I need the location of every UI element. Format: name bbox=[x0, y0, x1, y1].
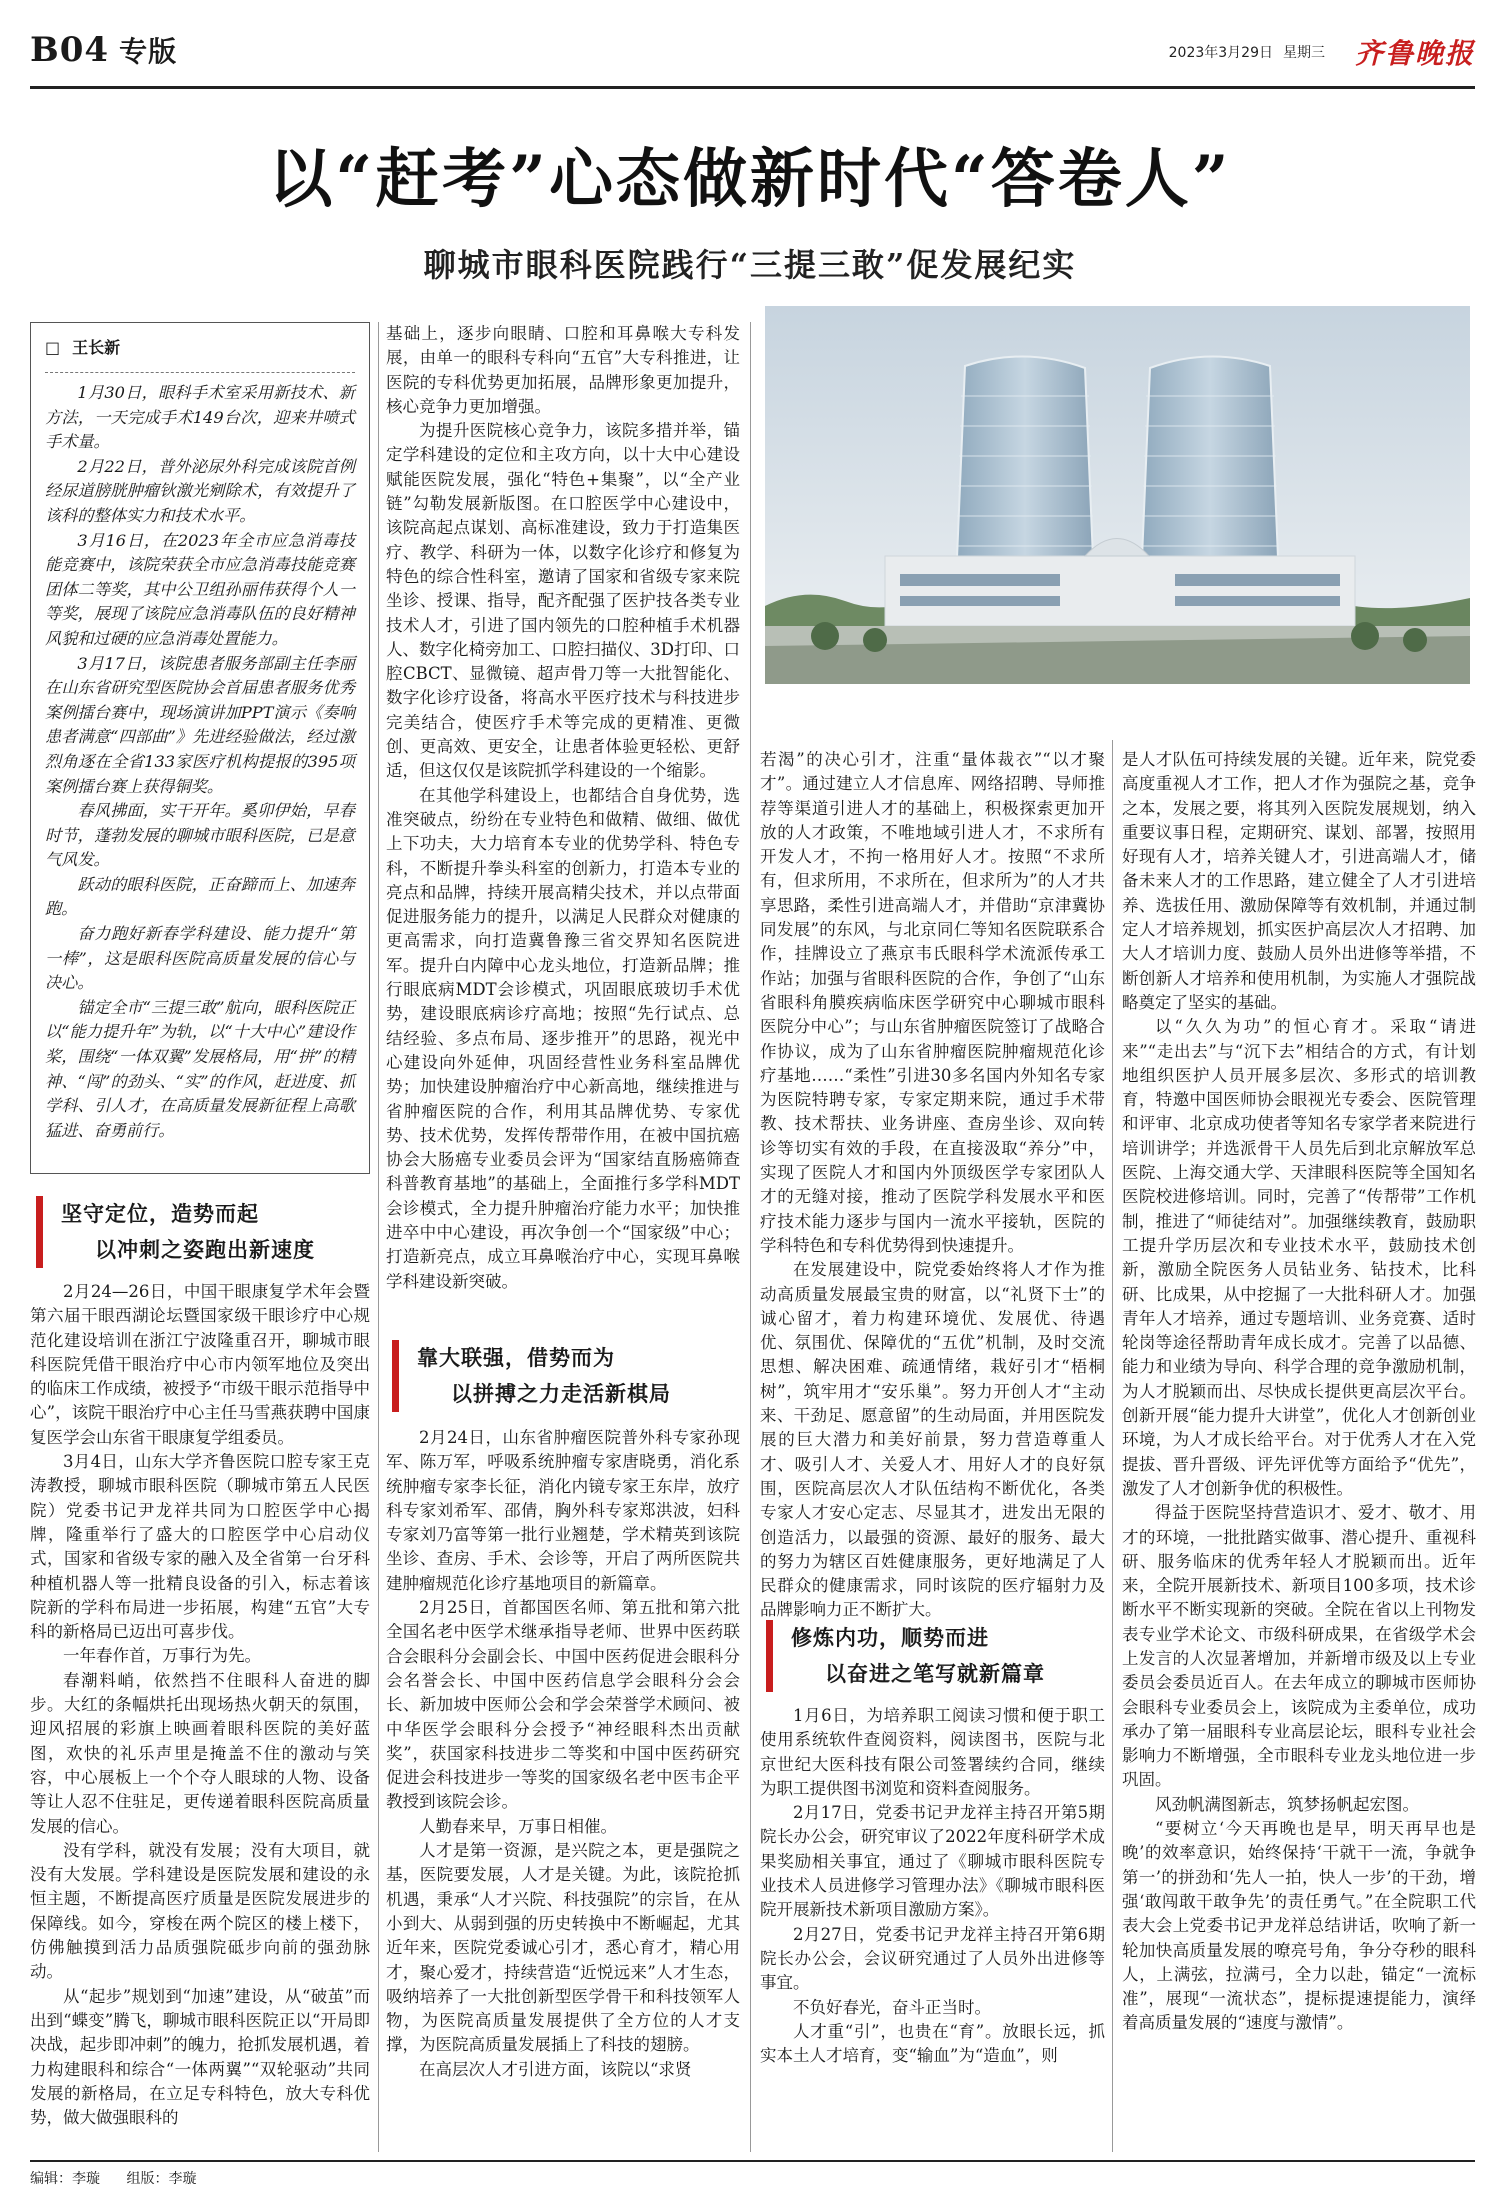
paragraph: 人才重“引”，也贵在“育”。放眼长远，抓实本土人才培育，变“输血”为“造血”，则 bbox=[760, 2021, 1105, 2066]
lead-paragraph: 1月30日，眼科手术室采用新技术、新方法，一天完成手术149台次，迎来井喷式手术量。 bbox=[45, 383, 355, 452]
paragraph: 不负好春光，奋斗正当时。 bbox=[793, 1997, 991, 2017]
paragraph: 人才是第一资源，是兴院之本，更是强院之基，医院要发展，人才是关键。为此，该院抢抓机遇，秉承“人才兴院、科技强院”的宗旨，在从小到大、从弱到强的历史转换中不断崛起，尤其近年来，医院党委诚心引才，悉心育才，精心用才，聚心爱才，持续营造“近悦远来”人才生态，吸纳培养了一大批创新型医学骨干和科技领军人物，为医院高质量发展提供了全方位的人才支撑，为医院高质量发展插上了科技的翅膀。 bbox=[386, 1841, 740, 2055]
section-head-line: 靠大联强，借势而为 bbox=[417, 1346, 615, 1370]
paragraph: 基础上，逐步向眼睛、口腔和耳鼻喉大专科发展，由单一的眼科专科向“五官”大专科推进，让医院的专科优势更加拓展，品牌形象更加提升，核心竞争力更加增强。 bbox=[386, 324, 740, 416]
page-header bbox=[30, 22, 1475, 84]
column-1-body bbox=[30, 1280, 370, 2130]
paragraph: 2月17日，党委书记尹龙祥主持召开第5期院长办公会，研究审议了2022年度科研学术成果奖励相关事宜，通过了《聊城市眼科医院专业技术人员进修学习管理办法》《聊城市眼科医院开展新技术新项目激励方案》。 bbox=[760, 1803, 1105, 1920]
paragraph: 得益于医院坚持营造识才、爱才、敬才、用才的环境，一批批踏实做事、潜心提升、重视科研、服务临床的优秀年轻人才脱颖而出。近年来，全院开展新技术、新项目100多项，技术诊断水平不断实现新的突破。全院在省以上刊物发表专业学术论文、市级科研成果，在省级学术会上发言的人次显著增加，并新增市级及以上专业委员会委员近百人。在去年成立的聊城市医师协会眼科专业委员会上，该院成为主委单位，成功承办了第一届眼科专业高层论坛，眼科专业社会影响力不断增强，全市眼科专业龙头地位进一步巩固。 bbox=[1122, 1503, 1476, 1790]
byline bbox=[45, 335, 355, 358]
lead-paragraph: 3月16日，在2023年全市应急消毒技能竞赛中，该院荣获全市应急消毒技能竞赛团体二等奖，其中公卫组孙丽伟获得个人一等奖，展现了该院应急消毒队伍的良好精神风貌和过硬的应急消毒处置能力。 bbox=[45, 530, 355, 648]
lead-paragraph: 锚定全市“三提三敢”航向，眼科医院正以“能力提升年”为轨，以“十大中心”建设作桨，围绕“一体双翼”发展格局，用“拼”的精神、“闯”的劲头、“实”的作风，赶进度、抓学科、引人才，在高质量发展新征程上高歌猛进、奋勇前行。 bbox=[45, 997, 355, 1140]
paragraph: 在其他学科建设上，也都结合自身优势，选准突破点，纷纷在专业特色和做精、做细、做优上下功夫，大力培育本专业的优势学科、特色专科，不断提升拳头科室的创新力，打造本专业的亮点和品牌，持续开展高精尖技术，并以点带面促进服务能力的提升，以满足人民群众对健康的更高需求，向打造冀鲁豫三省交界知名医院进军。提升白内障中心龙头地位，打造新品牌；推行眼底病MDT会诊模式，巩固眼底玻切手术优势，建设眼底病诊疗高地；按照“先行试点、总结经验、多点布局、逐步推开”的思路，视光中心建设向外延伸，巩固经营性业务科室品牌优势；加快建设肿瘤治疗中心新高地，继续推进与省肿瘤医院的合作，利用其品牌优势、专家优势、技术优势，发挥传帮带作用，在被中国抗癌协会大肠癌专业委员会评为“国家结直肠癌筛查科普教育基地”的基础上，全面推行多学科MDT会诊模式，全力提升肿瘤治疗能力水平；加快推进卒中中心建设，再次争创一个“国家级”中心；打造新亮点，成立耳鼻喉治疗中心，实现耳鼻喉学科建设新突破。 bbox=[386, 785, 740, 1291]
page-number-text: B04 bbox=[30, 30, 110, 70]
date: 2023年3月29日 bbox=[1168, 45, 1273, 61]
column-3b-body bbox=[760, 1704, 1105, 2068]
column-2b-body bbox=[386, 1426, 740, 2082]
paragraph: 2月24—26日，中国干眼康复学术年会暨第六届干眼西湖论坛暨国家级干眼诊疗中心规范化建设培训在浙江宁波隆重召开，聊城市眼科医院凭借干眼治疗中心市内领军地位及突出的临床工作成绩，被授予“市级干眼示范指导中心”，该院干眼治疗中心主任马雪燕获聘中国康复医学会山东省干眼康复学组委员。 bbox=[30, 1282, 370, 1447]
page-footer bbox=[30, 2168, 218, 2188]
article-title: 以“赶考”心态做新时代“答卷人” bbox=[268, 142, 1232, 217]
paragraph: 以“久久为功”的恒心育才。采取“请进来”“走出去”与“沉下去”相结合的方式，有计划地组织医护人员开展多层次、多形式的培训教育，特邀中国医师协会眼视光专委会、医院管理和评审、北京成功使者等知名专家学者来院进行培训讲学；并选派骨干人员先后到北京解放军总医院、上海交通大学、天津眼科医院等全国知名医院校进修培训。同时，完善了“传帮带”工作机制，推进了“师徒结对”。加强继续教育，鼓励职工提升学历层次和专业技术水平，鼓励技术创新，激励全院医务人员钻业务、钻技术，比科研、比成果，从中挖掘了一大批科研人才。加强青年人才培养，通过专题培训、业务竞赛、适时轮岗等途径帮助青年成长成才。完善了以品德、能力和业绩为导向、科学合理的竞争激励机制，为人才脱颖而出、尽快成长提供更高层次平台。创新开展“能力提升大讲堂”，优化人才创新创业环境，为人才成长给平台。对于优秀人才在入党提拔、晋升晋级、评先评优等方面给予“优先”，激发了人才创新争优的积极性。 bbox=[1122, 1017, 1476, 1498]
paragraph: 1月6日，为培养职工阅读习惯和便于职工使用系统软件查阅资料，阅读图书，医院与北京世纪大医科技有限公司签署续约合同，继续为职工提供图书浏览和资料查阅服务。 bbox=[760, 1706, 1105, 1798]
column-rule bbox=[750, 322, 751, 2152]
section-head-2 bbox=[392, 1340, 671, 1412]
date-line bbox=[1159, 42, 1325, 62]
column-4-body bbox=[1122, 748, 1476, 2036]
paragraph: 若渴”的决心引才，注重“量体裁衣”“以才聚才”。通过建立人才信息库、网络招聘、导师推荐等渠道引进人才的基础上，积极探索更加开放的人才政策，不唯地域引进人才，不求所有开发人才，不拘一格用好人才。按照“不求所有，但求所用，不求所在，但求所为”的人才共享思路，柔性引进高端人才，并借助“京津冀协同发展”的东风，与北京同仁等知名医院联系合作，挂牌设立了燕京韦氏眼科学术流派传承工作站；加强与省眼科医院的合作，争创了“山东省眼科角膜疾病临床医学研究中心聊城市眼科医院分中心”；与山东省肿瘤医院签订了战略合作协议，成为了山东省肿瘤医院肿瘤规范化诊疗基地……“柔性”引进30多名国内外知名专家为医院特聘专家，专家定期来院，通过手术带教、技术帮扶、业务讲座、查房坐诊、双向转诊等切实有效的手段，在直接汲取“养分”中，实现了医院人才和国内外顶级医学专家团队人才的无缝对接，推动了医院学科发展水平和医疗技术能力逐步与国内一流水平接轨，医院的学科特色和专科优势得到快速提升。 bbox=[760, 750, 1105, 1255]
byline-box-icon: □ bbox=[45, 338, 61, 357]
section-head-1 bbox=[36, 1196, 315, 1268]
lead-paragraph: 3月17日，该院患者服务部副主任李丽在山东省研究型医院协会首届患者服务优秀案例擂台赛中，现场演讲加PPT演示《奏响患者满意“四部曲”》先进经验做法，经过激烈角逐在全省133家医疗机构提报的395项案例擂台赛上获得铜奖。 bbox=[45, 653, 355, 796]
paragraph: “要树立‘今天再晚也是早，明天再早也是晚’的效率意识，始终保持‘干就干一流，争就争第一’的拼劲和‘先人一拍，快人一步’的干劲，增强‘敢闯敢干敢争先’的责任勇气。”在全院职工代表大会上党委书记尹龙祥总结讲话，吹响了新一轮加快高质量发展的嘹亮号角，争分夺秒的眼科人，上满弦，拉满弓，全力以赴，锚定“一流标准”，展现“一流状态”，提标提速提能力，演绎着高质量发展的“速度与激情”。 bbox=[1122, 1819, 1476, 2033]
section-head-line: 修炼内功，顺势而进 bbox=[791, 1626, 989, 1650]
column-2-body bbox=[386, 322, 740, 1294]
lead-text bbox=[45, 372, 355, 1143]
hospital-building-illustration bbox=[765, 306, 1470, 684]
lead-box bbox=[30, 322, 370, 1174]
layout-credit: 组版：李璇 bbox=[126, 2171, 197, 2187]
hospital-building-photo bbox=[765, 306, 1470, 684]
section-head-line: 以奋进之笔写就新篇章 bbox=[825, 1662, 1045, 1686]
paragraph: 是人才队伍可持续发展的关键。近年来，院党委高度重视人才工作，把人才作为强院之基，竞争之本，发展之要，将其列入医院发展规划，纳入重要议事日程，定期研究、谋划、部署，按照用好现有人才，培养关键人才，引进高端人才，储备未来人才的工作思路，建立健全了人才引进培养、选拔任用、激励保障等有效机制，并通过制定人才培养规划，抓实医护高层次人才招聘、加大人才培训力度、鼓励人员外出进修等举措，不断创新人才培养和使用机制，为实施人才强院战略奠定了坚实的基础。 bbox=[1122, 750, 1476, 1012]
paragraph: 3月4日，山东大学齐鲁医院口腔专家王克涛教授，聊城市眼科医院（聊城市第五人民医院）党委书记尹龙祥共同为口腔医学中心揭牌，隆重举行了盛大的口腔医学中心启动仪式，国家和省级专家的融入及全省第一台牙科种植机器人等一批精良设备的引入，标志着该院新的学科布局进一步拓展，构建“五官”大专科的新格局已迈出可喜步伐。 bbox=[30, 1452, 370, 1642]
header-rule bbox=[30, 86, 1475, 89]
lead-paragraph: 跃动的眼科医院，正奋蹄而上、加速奔跑。 bbox=[45, 874, 355, 919]
paragraph: 没有学科，就没有发展；没有大项目，就没有大发展。学科建设是医院发展和建设的永恒主题，不断提高医疗质量是医院发展进步的保障线。如今，穿梭在两个院区的楼上楼下，仿佛触摸到活力品质强院砥步向前的强劲脉动。 bbox=[30, 1840, 370, 1982]
paragraph: 在高层次人才引进方面，该院以“求贤 bbox=[419, 2059, 692, 2079]
paragraph: 2月27日，党委书记尹龙祥主持召开第6期院长办公会，会议研究通过了人员外出进修等事宜。 bbox=[760, 1924, 1105, 1993]
paragraph: 2月24日，山东省肿瘤医院普外科专家孙现军、陈万军，呼吸系统肿瘤专家唐晓勇，消化系统肿瘤专家李长征，消化内镜专家王东岸，放疗科专家刘希军、邵倩，胸外科专家郑洪波，妇科专家刘乃富等第一批行业翘楚，学术精英到该院坐诊、查房、手术、会诊等，开启了两所医院共建肿瘤规范化诊疗基地项目的新篇章。 bbox=[386, 1428, 740, 1593]
paragraph: 风劲帆满图新志，筑梦扬帆起宏图。 bbox=[1155, 1794, 1419, 1814]
section-head-line: 以拼搏之力走活新棋局 bbox=[451, 1382, 671, 1406]
author-name: 王长新 bbox=[72, 338, 121, 357]
lead-paragraph: 春风拂面，实干开年。奚卯伊始，早春时节，蓬勃发展的聊城市眼科医院，已是意气风发。 bbox=[45, 801, 355, 870]
paragraph: 从“起步”规划到“加速”建设，从“破茧”而出到“蝶变”腾飞，聊城市眼科医院正以“开局即决战，起步即冲刺”的魄力，抢抓发展机遇，着力构建眼科和综合“一体两翼”“双轮驱动”共同发展的新格局，在立足专科特色，放大专科优势，做大做强眼科的 bbox=[30, 1986, 370, 2128]
paragraph: 人勤春来早，万事日相催。 bbox=[419, 1816, 617, 1836]
lead-paragraph: 奋力跑好新春学科建设、能力提升“第一棒”，这是眼科医院高质量发展的信心与决心。 bbox=[45, 924, 355, 993]
section-head-line: 坚守定位，造势而起 bbox=[61, 1202, 259, 1226]
weekday: 星期三 bbox=[1283, 45, 1325, 61]
page-number bbox=[30, 30, 177, 70]
column-rule bbox=[1112, 740, 1113, 2152]
column-rule bbox=[378, 322, 379, 2152]
paragraph: 一年春作首，万事行为先。 bbox=[63, 1646, 261, 1666]
section-head-line: 以冲刺之姿跑出新速度 bbox=[95, 1238, 315, 1262]
section-label: 专版 bbox=[119, 35, 178, 68]
lead-paragraph: 2月22日，普外泌尿外科完成该院首例经尿道膀胱肿瘤钬激光剜除术，有效提升了该科的整体实力和技术水平。 bbox=[45, 456, 355, 525]
paragraph: 为提升医院核心竞争力，该院多措并举，锚定学科建设的定位和主攻方向，以十大中心建设赋能医院发展，强化“特色+集聚”，以“全产业链”勾勒发展新版图。在口腔医学中心建设中，该院高起点谋划、高标准建设，致力于打造集医疗、教学、科研为一体，以数字化诊疗和修复为特色的综合性科室，邀请了国家和省级专家来院坐诊、授课、指导，配齐配强了医护技各类专业技术人才，引进了国内领先的口腔种植手术机器人、数字化椅旁加工、口腔扫描仪、3D打印、口腔CBCT、显微镜、超声骨刀等一大批智能化、数字化诊疗设备，将高水平医疗技术与科技进步完美结合，使医疗手术等完成的更精准、更微创、更高效、更安全，让患者体验更轻松、更舒适，但这仅仅是该院抓学科建设的一个缩影。 bbox=[386, 421, 740, 781]
paragraph: 春潮料峭，依然挡不住眼科人奋进的脚步。大红的条幅烘托出现场热火朝天的氛围，迎风招展的彩旗上映画着眼科医院的美好蓝图，欢快的礼乐声里是掩盖不住的激动与笑容，中心展板上一个个夺人眼球的人物、设备等让人忍不住驻足，更传递着眼科医院高质量发展的信心。 bbox=[30, 1670, 370, 1836]
footer-rule bbox=[30, 2160, 1475, 2162]
paragraph: 在发展建设中，院党委始终将人才作为推动高质量发展最宝贵的财富，以“礼贤下士”的诚心留才，着力构建环境优、发展优、待遇优、氛围优、保障优的“五优”机制，及时交流思想、解决困难、疏通情绪，栽好引才“梧桐树”，筑牢用才“安乐巢”。努力开创人才“主动来、干劲足、愿意留”的生动局面，并用医院发展的巨大潜力和美好前景，努力营造尊重人才、吸引人才、关爱人才、用好人才的良好氛围，医院高层次人才队伍结构不断优化，各类专家人才安心定志、尽显其才，进发出无限的创造活力，以最强的资源、最好的服务、最大的努力为辖区百姓健康服务，更好地满足了人民群众的健康需求，同时该院的医疗辐射力及品牌影响力正不断扩大。 bbox=[760, 1260, 1105, 1620]
column-3-body bbox=[760, 748, 1105, 1623]
article-subtitle: 聊城市眼科医院践行“三提三敢”促发展纪实 bbox=[423, 246, 1077, 284]
paragraph: 2月25日，首都国医名师、第五批和第六批全国名老中医学术继承指导老师、世界中医药联合会眼科分会副会长、中国中医药促进会眼科分会名誉会长、中国中医药信息学会眼科分会会长、新加坡中医师公会和学会荣誉学术顾问、被中华医学会眼科分会授予“神经眼科杰出贡献奖”，获国家科技进步二等奖和中国中医药研究促进会科技进步一等奖的国家级名老中医韦企平教授到该院会诊。 bbox=[386, 1598, 740, 1812]
section-head-3 bbox=[766, 1620, 1045, 1692]
editor-credit: 编辑：李璇 bbox=[30, 2171, 100, 2187]
masthead: 齐鲁晚报 bbox=[1354, 37, 1475, 70]
